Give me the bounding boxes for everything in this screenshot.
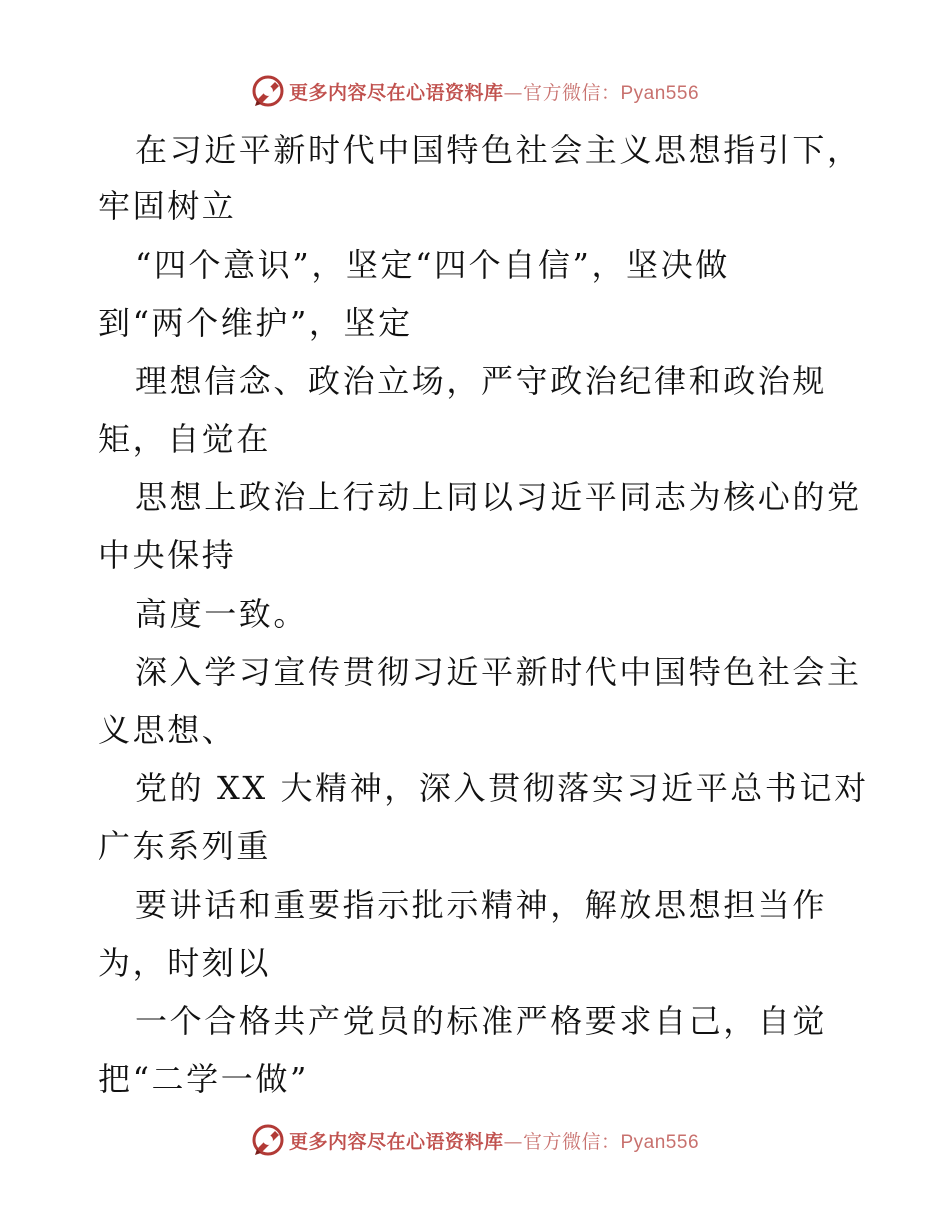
pen-logo-icon [251,74,285,108]
body-line: 矩，自觉在 [98,420,272,458]
body-line: 广东系列重 [98,827,272,865]
header-watermark-banner [0,71,950,111]
footer-banner-title: 更多内容尽在心语资料库 [288,1130,504,1153]
body-line: 一个合格共产党员的标准严格要求自己，自觉 [135,1002,828,1040]
body-line: 思想上政治上行动上同以习近平同志为核心的党 [135,478,862,516]
header-banner-title: 更多内容尽在心语资料库 [288,81,504,104]
body-line: 为，时刻以 [98,944,272,982]
footer-watermark-banner [0,1120,950,1160]
pen-logo-icon [251,1123,285,1157]
body-line: 把“二学一做” [98,1060,309,1098]
body-line: 党的 XX 大精神，深入贯彻落实习近平总书记对 [135,769,869,807]
body-line: 理想信念、政治立场，严守政治纪律和政治规 [135,362,828,400]
footer-banner-subtitle: 官方微信： [522,1130,621,1153]
body-line: 到“两个维护”，坚定 [98,304,413,342]
body-line: “四个意识”，坚定“四个自信”，坚决做 [135,246,730,284]
body-line: 深入学习宣传贯彻习近平新时代中国特色社会主 [135,653,862,691]
body-line: 中央保持 [98,536,237,574]
body-line: 义思想、 [98,711,237,749]
footer-banner-dash: — [503,1130,523,1153]
body-line: 要讲话和重要指示批示精神，解放思想担当作 [135,886,828,924]
header-banner-dash: — [503,81,523,104]
footer-banner-wechat-id: Pyan556 [620,1131,700,1153]
body-line: 牢固树立 [98,187,237,225]
header-banner-wechat-id: Pyan556 [620,82,700,104]
body-line: 在习近平新时代中国特色社会主义思想指引下， [135,131,862,169]
body-line: 高度一致。 [135,595,309,633]
header-banner-subtitle: 官方微信： [522,81,621,104]
